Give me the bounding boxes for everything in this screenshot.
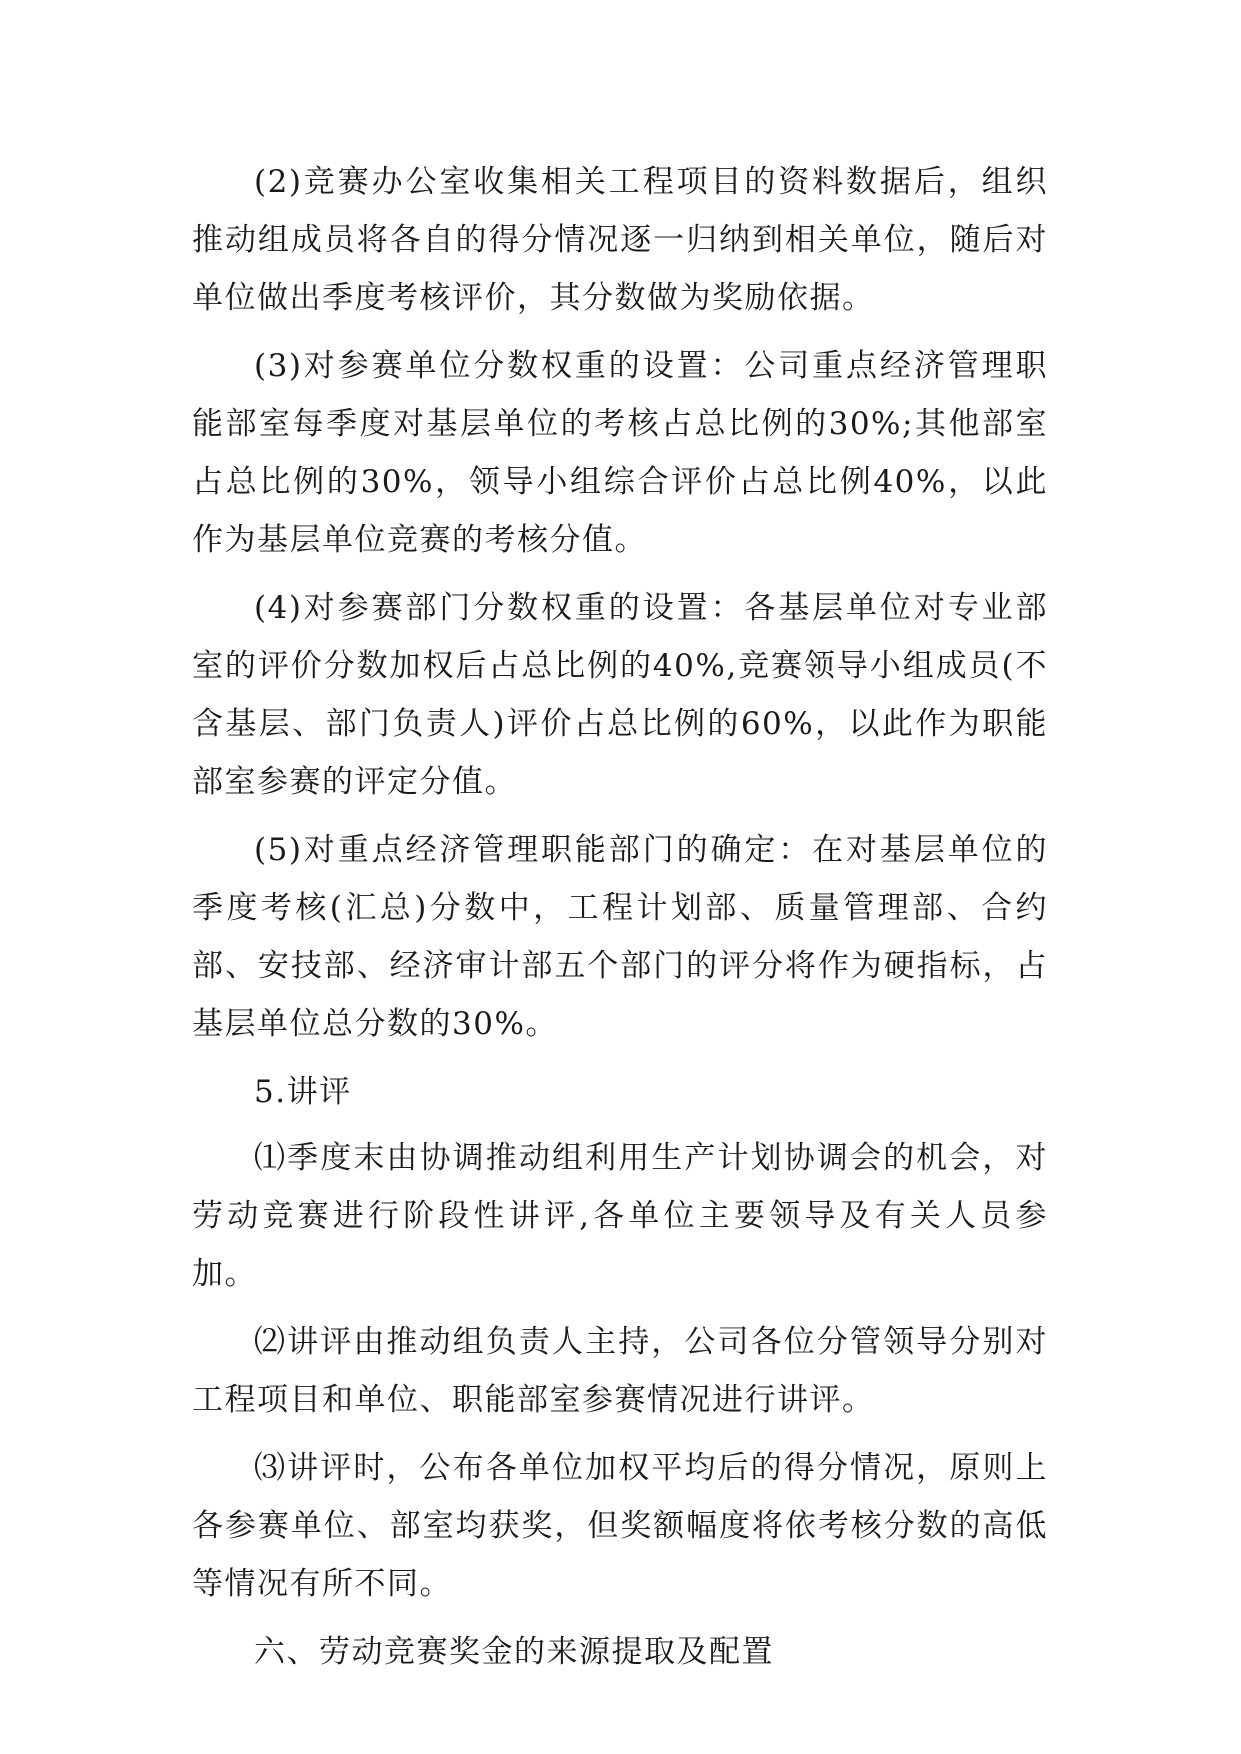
section-6-heading: 六、劳动竞赛奖金的来源提取及配置 — [254, 1634, 774, 1670]
section-5-heading: 5.讲评 — [254, 1074, 352, 1110]
section-5-item-3: ⑶讲评时，公布各单位加权平均后的得分情况，原则上各参赛单位、部室均获奖，但奖额幅度将依考核分数的高低等情况有所不同。 — [192, 1450, 1048, 1602]
paragraph-item-3: (3)对参赛单位分数权重的设置：公司重点经济管理职能部室每季度对基层单位的考核占总比例的30%;其他部室占总比例的30%，领导小组综合评价占总比例40%，以此作为基层单位竞赛的考核分值。 — [192, 348, 1048, 558]
paragraph-item-4: (4)对参赛部门分数权重的设置：各基层单位对专业部室的评价分数加权后占总比例的40%,竞赛领导小组成员(不含基层、部门负责人)评价占总比例的60%，以此作为职能部室参赛的评定分值。 — [192, 590, 1048, 800]
document-body — [192, 153, 1048, 1689]
paragraph-item-2: (2)竞赛办公室收集相关工程项目的资料数据后，组织推动组成员将各自的得分情况逐一归纳到相关单位，随后对单位做出季度考核评价，其分数做为奖励依据。 — [192, 164, 1048, 316]
paragraph-item-5: (5)对重点经济管理职能部门的确定：在对基层单位的季度考核(汇总)分数中，工程计划部、质量管理部、合约部、安技部、经济审计部五个部门的评分将作为硬指标，占基层单位总分数的30%。 — [192, 832, 1048, 1042]
section-5-item-1: ⑴季度末由协调推动组利用生产计划协调会的机会，对劳动竞赛进行阶段性讲评,各单位主要领导及有关人员参加。 — [192, 1140, 1048, 1292]
section-5-item-2: ⑵讲评由推动组负责人主持，公司各位分管领导分别对工程项目和单位、职能部室参赛情况进行讲评。 — [192, 1324, 1048, 1418]
